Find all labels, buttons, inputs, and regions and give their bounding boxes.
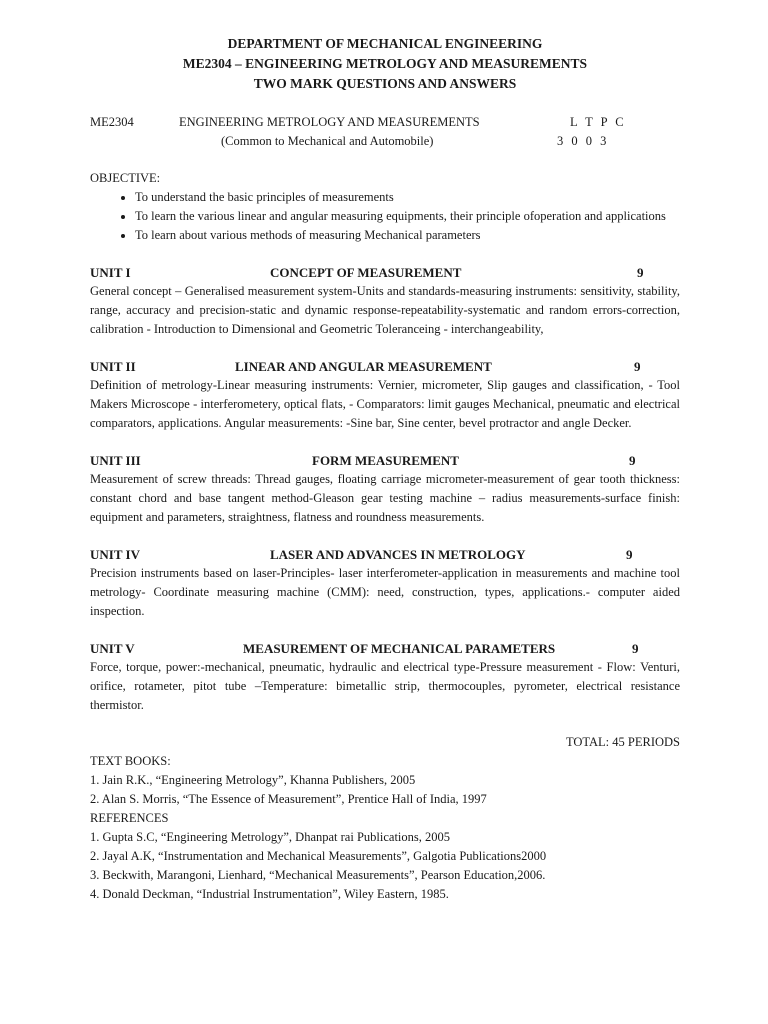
- unit-title: LINEAR AND ANGULAR MEASUREMENT: [235, 359, 492, 374]
- objective-item: • To understand the basic principles of measurements: [135, 188, 680, 207]
- total-periods: TOTAL: 45 PERIODS: [565, 735, 680, 749]
- course-info-row: [90, 113, 680, 132]
- unit-body: Force, torque, power:-mechanical, pneumatic, hydraulic and electrical type-Pressure measurement - Flow: Venturi, orifice, rotameter, pitot tube –Temperature: bimetallic strip, thermocouples, pyrometer, electrical resistance thermistor.: [90, 660, 680, 712]
- unit-hours: 9: [632, 641, 639, 656]
- unit-number: UNIT III: [90, 453, 141, 468]
- unit-number: UNIT V: [90, 641, 135, 656]
- course-note: (Common to Mechanical and Automobile): [221, 134, 434, 148]
- unit-heading: [90, 639, 680, 658]
- reference-item: 1. Gupta S.C, “Engineering Metrology”, Dhanpat rai Publications, 2005: [90, 830, 451, 844]
- unit-hours: 9: [629, 453, 636, 468]
- unit-title: FORM MEASUREMENT: [312, 453, 459, 468]
- textbook-item: 2. Alan S. Morris, “The Essence of Measurement”, Prentice Hall of India, 1997: [90, 792, 487, 806]
- course-title: ENGINEERING METROLOGY AND MEASUREMENTS: [179, 115, 480, 129]
- reference-item: 4. Donald Deckman, “Industrial Instrumentation”, Wiley Eastern, 1985.: [90, 887, 449, 901]
- objective-list: [90, 188, 680, 245]
- unit-heading: [90, 451, 680, 470]
- references-label: REFERENCES: [90, 811, 169, 825]
- reference-item: 3. Beckwith, Marangoni, Lienhard, “Mechanical Measurements”, Pearson Education,2006.: [90, 868, 546, 882]
- unit-body: Measurement of screw threads: Thread gauges, floating carriage micrometer-measurement of gear tooth thickness: constant chord and base tangent method-Gleason gear testing machine – radius measurements-surface finish: equipment and parameters, straightness, flatness and roundness measurements.: [90, 472, 680, 524]
- unit-heading: [90, 545, 680, 564]
- textbook-item: 1. Jain R.K., “Engineering Metrology”, Khanna Publishers, 2005: [90, 773, 416, 787]
- objective-item: • To learn about various methods of measuring Mechanical parameters: [135, 226, 680, 245]
- textbooks-label: TEXT BOOKS:: [90, 754, 171, 768]
- course-heading: ME2304 – ENGINEERING METROLOGY AND MEASUREMENTS: [182, 56, 588, 71]
- unit-hours: 9: [637, 265, 644, 280]
- unit-body: Precision instruments based on laser-Principles- laser interferometer-application in measurements and machine tool metrology- Coordinate measuring machine (CMM): need, construction, types, applications.- computer aided inspection.: [90, 566, 680, 618]
- unit-hours: 9: [634, 359, 641, 374]
- textbooks-section: [90, 752, 680, 809]
- references-section: [90, 809, 680, 904]
- department-heading: DEPARTMENT OF MECHANICAL ENGINEERING: [227, 36, 543, 51]
- ltpc-values: 3 0 0 3: [557, 134, 607, 148]
- unit-heading: [90, 357, 680, 376]
- unit-title: LASER AND ADVANCES IN METROLOGY: [270, 547, 526, 562]
- unit-heading: [90, 263, 680, 282]
- syllabus-page: [90, 34, 680, 904]
- unit-body: General concept – Generalised measurement system-Units and standards-measuring instruments: sensitivity, stability, range, accuracy and precision-static and dynamic response-repeatability-systematic and random errors-correction, calibration - Introduction to Dimensional and Geometric Toleranceing - interchangeability,: [90, 284, 680, 336]
- unit-number: UNIT II: [90, 359, 136, 374]
- objective-label: OBJECTIVE:: [90, 171, 161, 185]
- ltpc-label: L T P C: [570, 115, 624, 129]
- reference-item: 2. Jayal A.K, “Instrumentation and Mechanical Measurements”, Galgotia Publications2000: [90, 849, 547, 863]
- document-heading: TWO MARK QUESTIONS AND ANSWERS: [253, 76, 517, 91]
- course-note-row: [90, 132, 680, 151]
- course-code: ME2304: [90, 115, 134, 129]
- unit-body: Definition of metrology-Linear measuring instruments: Vernier, micrometer, Slip gauges and classification, - Tool Makers Microscope - interferometery, optical flats, - Comparators: limit gauges Mechanical, pneumatic and electrical comparators, applications. Angular measurements: -Sine bar, Sine center, bevel protractor and angle Decker.: [90, 378, 680, 430]
- objective-section: [90, 169, 680, 245]
- unit-number: UNIT I: [90, 265, 131, 280]
- objective-item: • To learn the various linear and angular measuring equipments, their principle ofoperation and applications: [135, 207, 680, 226]
- unit-hours: 9: [626, 547, 633, 562]
- unit-title: CONCEPT OF MEASUREMENT: [270, 265, 462, 280]
- unit-title: MEASUREMENT OF MECHANICAL PARAMETERS: [243, 641, 556, 656]
- unit-number: UNIT IV: [90, 547, 140, 562]
